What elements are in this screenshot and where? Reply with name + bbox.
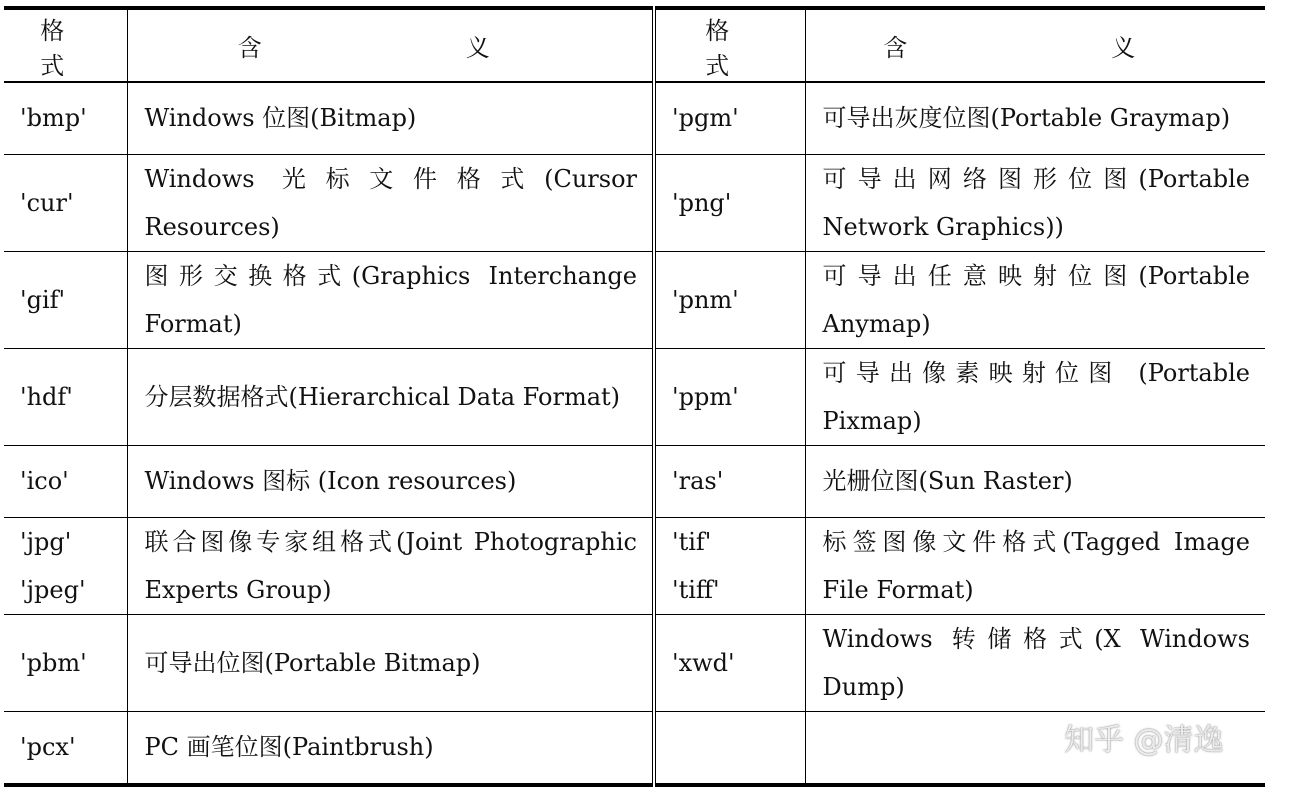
- meaning-cell-left: 图形交换格式(Graphics Interchange Format): [127, 251, 654, 348]
- format-cell-left: 'cur': [20, 188, 74, 217]
- table-row: [4, 82, 1265, 154]
- meaning-cell-left: 分层数据格式(Hierarchical Data Format): [127, 348, 654, 445]
- table-row: [4, 614, 1265, 711]
- meaning-cell-right: 可导出灰度位图(Portable Graymap): [805, 82, 1265, 154]
- header-row: [4, 8, 1265, 82]
- format-cell-left: 'pbm': [20, 648, 87, 677]
- table-row: [4, 517, 1265, 614]
- table-row: [4, 445, 1265, 517]
- table-row: [4, 154, 1265, 251]
- format-cell-left: 'gif': [20, 285, 66, 314]
- format-cell-right: 'xwd': [654, 614, 805, 711]
- format-cell-left: 'bmp': [20, 104, 87, 133]
- meaning-cell-right: 可导出任意映射位图(Portable Anymap): [805, 251, 1265, 348]
- meaning-cell-left: 联合图像专家组格式(Joint Photographic Experts Group): [127, 517, 654, 614]
- table-row: [4, 348, 1265, 445]
- meaning-cell-left: Windows 图标 (Icon resources): [127, 445, 654, 517]
- format-cell-right: 'tif' 'tiff': [654, 517, 805, 614]
- format-cell-left: 'pcx': [20, 733, 76, 762]
- zhihu-watermark: 知乎 @清逸: [1064, 723, 1224, 758]
- format-cell-left: 'hdf': [20, 382, 73, 411]
- meaning-cell-right: 可导出网络图形位图(Portable Network Graphics)): [805, 154, 1265, 251]
- meaning-cell-left: Windows 光标文件格式(Cursor Resources): [127, 154, 654, 251]
- format-cell-right: 'ppm': [654, 348, 805, 445]
- table-row: [4, 251, 1265, 348]
- format-cell-left: 'ico': [20, 467, 69, 495]
- format-cell-right: 'ras': [654, 445, 805, 517]
- meaning-cell-right: Windows 转储格式(X Windows Dump): [805, 614, 1265, 711]
- meaning-cell-left: PC 画笔位图(Paintbrush): [127, 711, 654, 785]
- format-cell-right: [654, 711, 805, 785]
- format-cell-right: 'png': [654, 154, 805, 251]
- header-meaning-left: 含 义: [127, 8, 654, 82]
- header-format-right: 格 式: [654, 8, 805, 82]
- format-cell-right: 'pgm': [654, 82, 805, 154]
- header-meaning-right: 含 义: [805, 8, 1265, 82]
- meaning-cell-right: 可导出像素映射位图 (Portable Pixmap): [805, 348, 1265, 445]
- meaning-cell-left: 可导出位图(Portable Bitmap): [127, 614, 654, 711]
- meaning-cell-right: 光栅位图(Sun Raster): [805, 445, 1265, 517]
- format-cell-left: 'jpg' 'jpeg': [20, 527, 86, 604]
- meaning-cell-left: Windows 位图(Bitmap): [127, 82, 654, 154]
- header-format-left: 格 式: [4, 8, 127, 82]
- format-cell-right: 'pnm': [654, 251, 805, 348]
- file-format-table: [4, 6, 1265, 787]
- meaning-cell-right: 标签图像文件格式(Tagged Image File Format): [805, 517, 1265, 614]
